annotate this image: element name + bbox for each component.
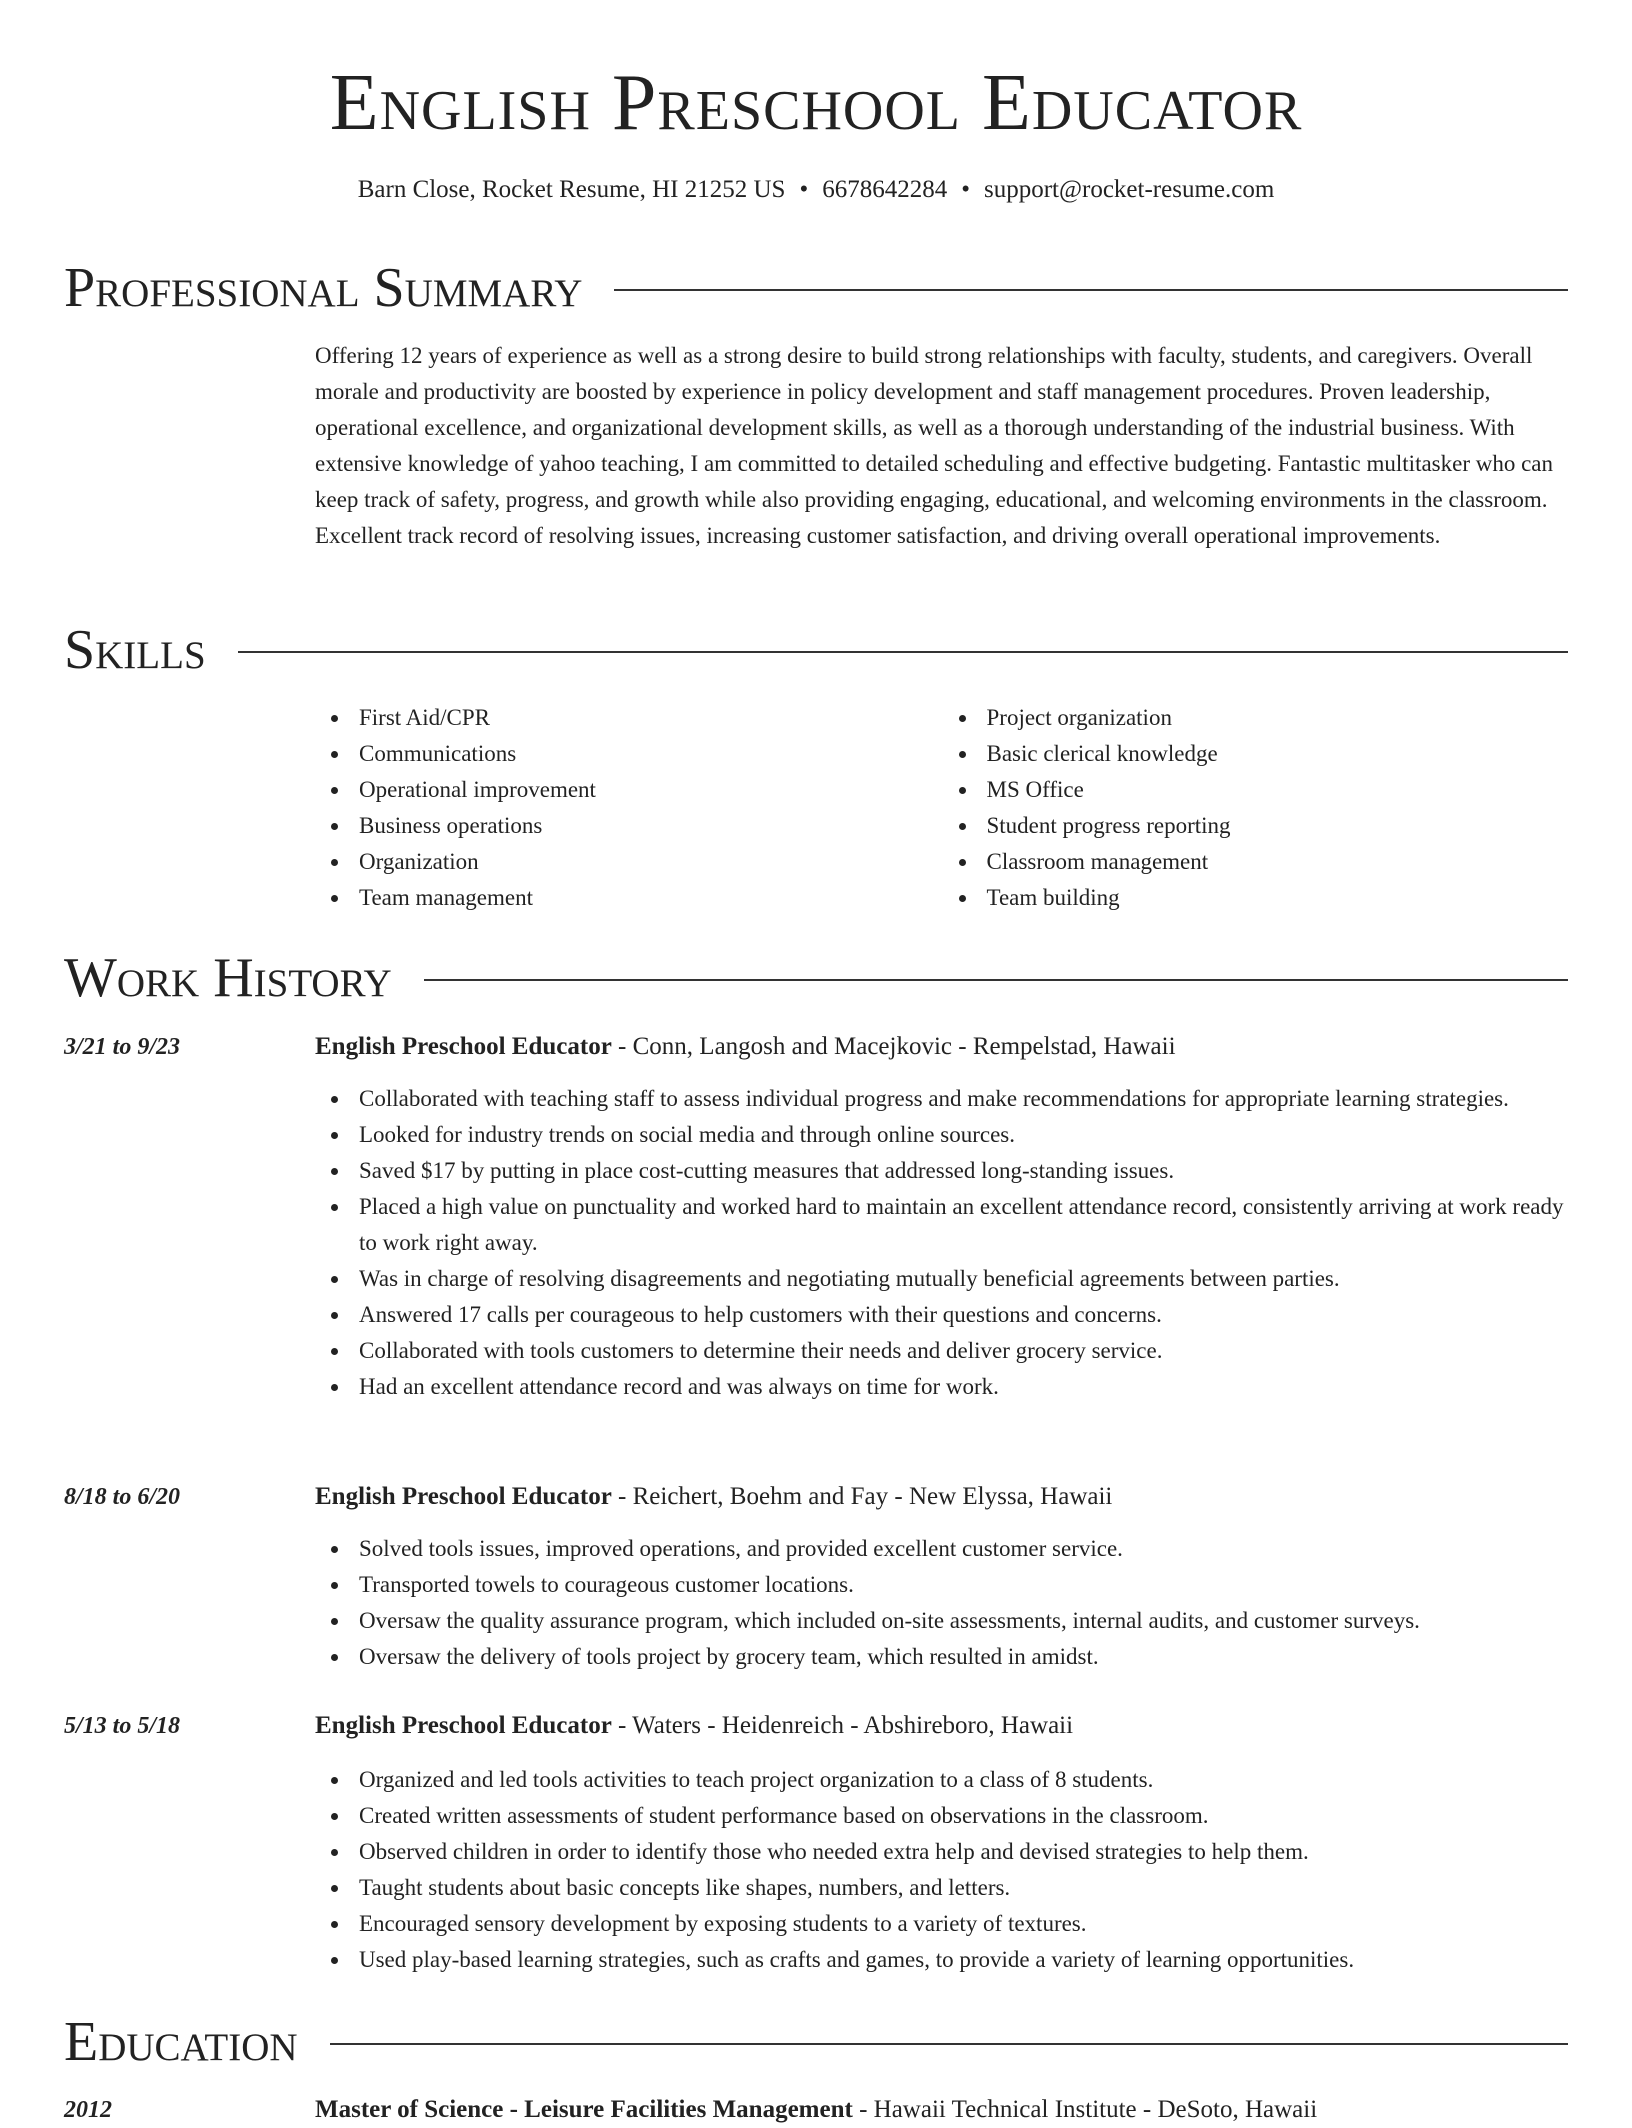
job-heading [315, 1029, 1176, 1065]
job-bullet: Answered 17 calls per courageous to help customers with their questions and concerns. [359, 1297, 1570, 1333]
skills-section-header [64, 620, 1568, 680]
skill-item: Operational improvement [359, 772, 943, 808]
job-bullet: Saved $17 by putting in place cost-cutting measures that addressed long-standing issues. [359, 1153, 1570, 1189]
job-heading [315, 1708, 1073, 1744]
job-bullet: Transported towels to courageous customer locations. [359, 1567, 1570, 1603]
skill-item: Student progress reporting [987, 808, 1571, 844]
section-divider [424, 979, 1568, 981]
job-bullet: Taught students about basic concepts like shapes, numbers, and letters. [359, 1870, 1570, 1906]
skills-list [315, 700, 1570, 916]
skills-column-right [943, 700, 1571, 916]
contact-phone: 6678642284 [822, 176, 948, 203]
resume-name: English Preschool Educator [329, 59, 1303, 147]
job-bullet: Used play-based learning strategies, such as crafts and games, to provide a variety of learning opportunities. [359, 1942, 1570, 1978]
job-role: English Preschool Educator [315, 1483, 612, 1510]
section-divider [238, 651, 1568, 653]
education-heading [315, 2092, 1317, 2128]
job-bullet: Had an excellent attendance record and was always on time for work. [359, 1369, 1570, 1405]
job-role: English Preschool Educator [315, 1033, 612, 1060]
job-employer: - Reichert, Boehm and Fay - New Elyssa, Hawaii [611, 1483, 1113, 1510]
job-bullets [315, 1762, 1570, 1978]
skill-item: Team management [359, 880, 943, 916]
job-heading [315, 1479, 1112, 1515]
job-bullet: Organized and led tools activities to teach project organization to a class of 8 students. [359, 1762, 1570, 1798]
job-bullet: Looked for industry trends on social media and through online sources. [359, 1117, 1570, 1153]
section-title: Professional Summary [64, 257, 583, 319]
summary-text: Offering 12 years of experience as well as a strong desire to build strong relationships with faculty, students, and caregivers. Overall morale and productivity are boosted by experience in policy development and staff management procedures. Proven leadership, operational excellence, and organizational development skills, as well as a thorough understanding of the industrial business. With extensive knowledge of yahoo teaching, I am committed to detailed scheduling and effective budgeting. Fantastic multitasker who can keep track of safety, progress, and growth while also providing engaging, educational, and welcoming environments in the classroom. Excellent track record of resolving issues, increasing customer satisfaction, and driving overall operational improvements. [315, 343, 1554, 548]
job-dates: 8/18 to 6/20 [64, 1484, 181, 1510]
separator-dot: • [799, 176, 809, 203]
skill-item: Classroom management [987, 844, 1571, 880]
job-dates: 5/13 to 5/18 [64, 1713, 181, 1739]
section-divider [330, 2043, 1568, 2045]
job-bullet: Collaborated with teaching staff to assess individual progress and make recommendations for appropriate learning strategies. [359, 1081, 1570, 1117]
education-year: 2012 [64, 2097, 112, 2123]
job-bullet: Oversaw the quality assurance program, which included on-site assessments, internal audits, and customer surveys. [359, 1603, 1570, 1639]
job-dates: 3/21 to 9/23 [64, 1034, 181, 1060]
job-role: English Preschool Educator [315, 1712, 612, 1739]
skill-item: Communications [359, 736, 943, 772]
skill-item: Basic clerical knowledge [987, 736, 1571, 772]
job-bullet: Was in charge of resolving disagreements and negotiating mutually beneficial agreements between parties. [359, 1261, 1570, 1297]
job-bullet: Solved tools issues, improved operations, and provided excellent customer service. [359, 1531, 1570, 1567]
skill-item: Organization [359, 844, 943, 880]
job-bullet: Observed children in order to identify those who needed extra help and devised strategies to help them. [359, 1834, 1570, 1870]
work-section-header [64, 948, 1568, 1008]
section-title: Education [64, 2011, 298, 2073]
job-bullet: Placed a high value on punctuality and worked hard to maintain an excellent attendance record, consistently arriving at work ready to work right away. [359, 1189, 1570, 1261]
contact-line [0, 174, 1632, 206]
job-bullet: Encouraged sensory development by exposing students to a variety of textures. [359, 1906, 1570, 1942]
education-section-header [64, 2012, 1568, 2072]
skill-item: Project organization [987, 700, 1571, 736]
job-bullets [315, 1081, 1570, 1405]
job-employer: - Waters - Heidenreich - Abshireboro, Hawaii [611, 1712, 1074, 1739]
job-bullet: Oversaw the delivery of tools project by grocery team, which resulted in amidst. [359, 1639, 1570, 1675]
contact-address: Barn Close, Rocket Resume, HI 21252 US [357, 176, 786, 203]
summary-section-header [64, 258, 1568, 318]
job-bullet: Collaborated with tools customers to determine their needs and deliver grocery service. [359, 1333, 1570, 1369]
skill-item: MS Office [987, 772, 1571, 808]
education-institution: - Hawaii Technical Institute - DeSoto, Hawaii [852, 2096, 1318, 2123]
section-divider [614, 289, 1568, 291]
skill-item: Team building [987, 880, 1571, 916]
section-title: Skills [64, 619, 206, 681]
education-degree: Master of Science - Leisure Facilities Management [315, 2096, 853, 2123]
contact-email: support@rocket-resume.com [983, 176, 1275, 203]
job-bullet: Created written assessments of student performance based on observations in the classroom. [359, 1798, 1570, 1834]
skill-item: Business operations [359, 808, 943, 844]
section-title: Work History [64, 947, 392, 1009]
job-employer: - Conn, Langosh and Macejkovic - Rempelstad, Hawaii [611, 1033, 1176, 1060]
job-bullets [315, 1531, 1570, 1675]
skill-item: First Aid/CPR [359, 700, 943, 736]
separator-dot: • [961, 176, 970, 203]
skills-column-left [315, 700, 943, 916]
